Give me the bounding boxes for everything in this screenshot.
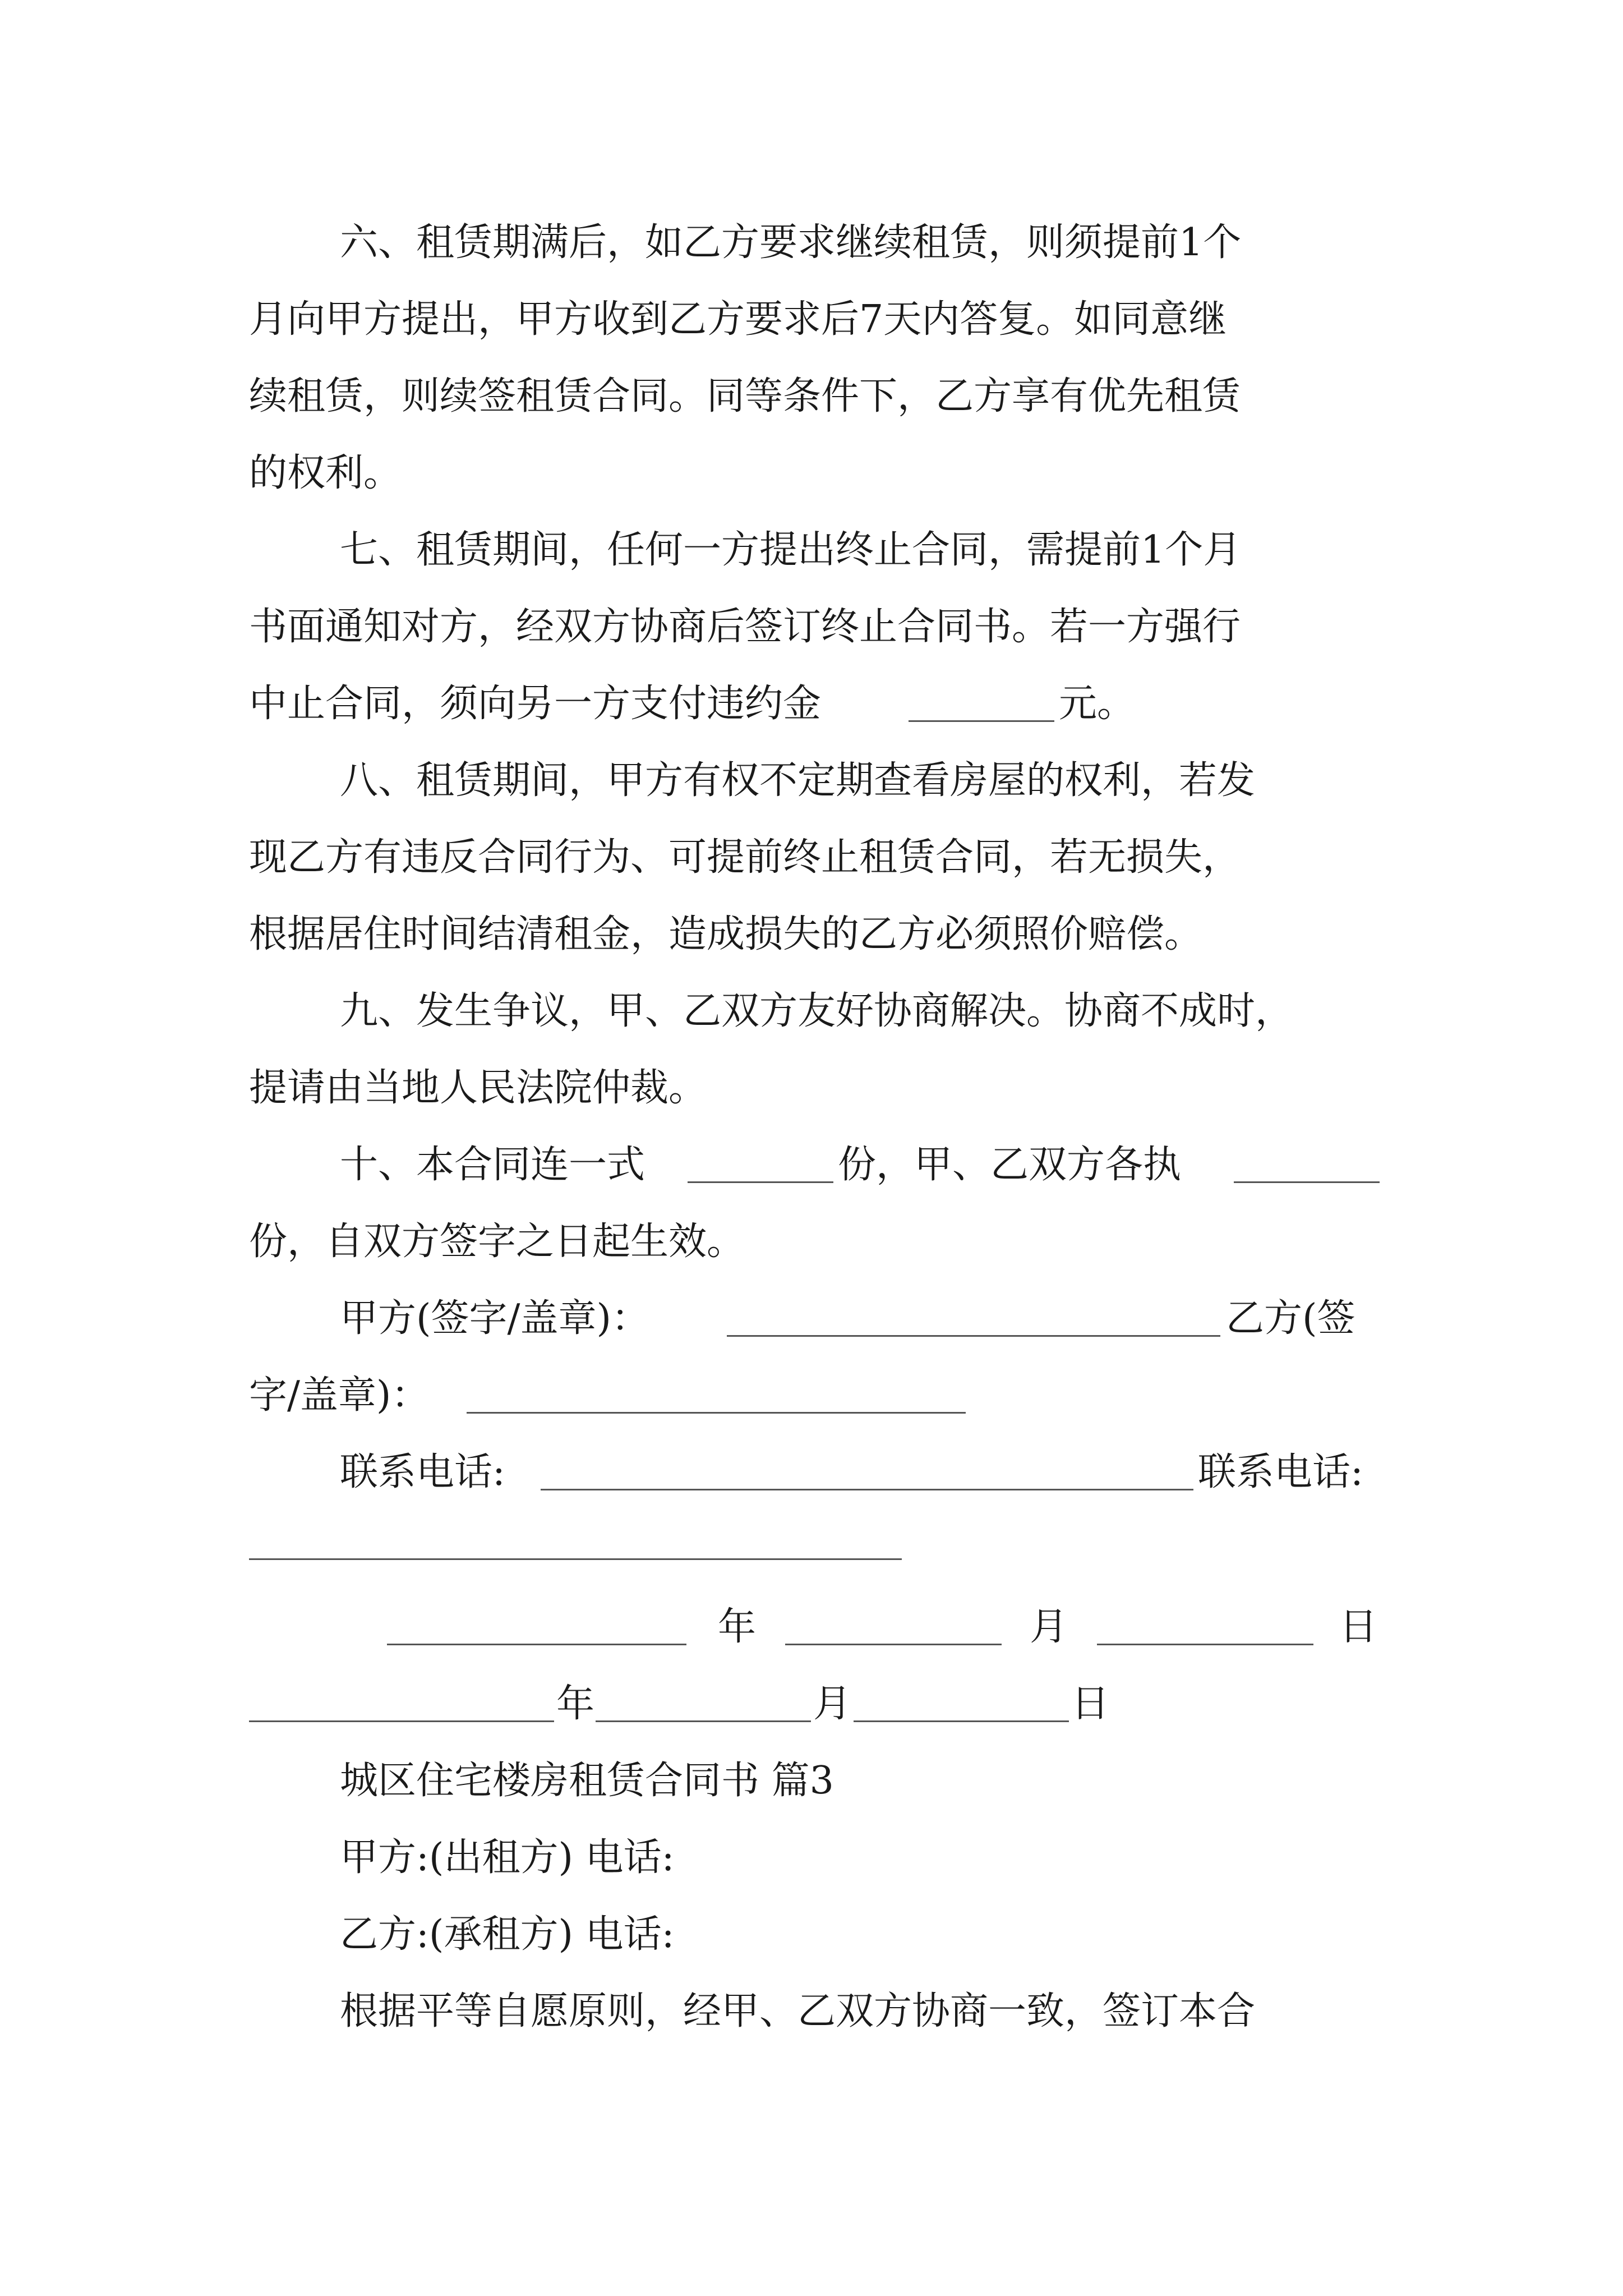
section-3-party-b: 乙方:(承租方) 电话: [340, 1912, 675, 1957]
clause-8-line-1 [0, 756, 1623, 806]
clause-10-line-1 [0, 1140, 1623, 1190]
clause-8-text-2: 现乙方有违反合同行为、可提前终止租赁合同，若无损失， [249, 835, 1241, 880]
party-a-date-day-label: 日 [1339, 1605, 1378, 1649]
clause-6-line-1 [0, 218, 1623, 268]
clause-7-line-2 [0, 602, 1623, 652]
penalty-amount-blank [909, 720, 1054, 722]
party-b-date-month-blank [596, 1720, 811, 1722]
party-b-signature-label-2: 字/盖章)： [249, 1373, 430, 1418]
clause-10-text-1b: 份，甲、乙双方各执 [838, 1143, 1182, 1187]
party-a-signature-label: 甲方(签字/盖章)： [340, 1296, 649, 1341]
section-3-party-b-line [0, 1910, 1623, 1960]
clause-10-text-1a: 十、本合同连一式 [340, 1143, 645, 1187]
phone-line [0, 1447, 1623, 1498]
party-b-phone-blank [249, 1558, 902, 1560]
party-b-date-month-label: 月 [813, 1682, 852, 1726]
clause-10-text-2: 份，自双方签字之日起生效。 [249, 1220, 745, 1264]
clause-9-text-2: 提请由当地人民法院仲裁。 [249, 1066, 707, 1110]
party-a-signature-blank [727, 1335, 1220, 1337]
party-b-date-day-blank [854, 1720, 1069, 1722]
copies-total-blank [688, 1181, 833, 1183]
phone-blank-line [0, 1515, 1623, 1565]
section-3-party-a: 甲方:(出租方) 电话: [340, 1835, 675, 1880]
party-a-date-month-blank [785, 1644, 1002, 1645]
party-a-date-month-label: 月 [1030, 1605, 1068, 1649]
section-3-party-a-line [0, 1833, 1623, 1883]
party-b-date-year-blank [249, 1720, 554, 1722]
clause-6-text-3: 续租赁，则续签租赁合同。同等条件下，乙方享有优先租赁 [249, 374, 1241, 418]
clause-7-text-3b: 元。 [1059, 682, 1136, 726]
clause-7-line-3 [0, 679, 1623, 729]
section-3-intro-line [0, 1986, 1623, 2037]
clause-9-line-1 [0, 986, 1623, 1037]
clause-6-line-3 [0, 371, 1623, 422]
section-3-intro: 根据平等自愿原则，经甲、乙双方协商一致，签订本合 [340, 1989, 1256, 2033]
signature-line-2 [0, 1370, 1623, 1421]
clause-6-text-4: 的权利。 [249, 451, 402, 495]
clause-8-text-1: 八、租赁期间，甲方有权不定期查看房屋的权利，若发 [340, 758, 1256, 803]
party-b-date-year-label: 年 [556, 1682, 595, 1726]
clause-7-text-1: 七、租赁期间，任何一方提出终止合同，需提前1个月 [340, 528, 1242, 572]
clause-8-line-2 [0, 832, 1623, 883]
clause-6-text-1: 六、租赁期满后，如乙方要求继续租赁，则须提前1个 [340, 220, 1242, 265]
party-a-phone-blank [541, 1489, 1193, 1490]
clause-9-text-1: 九、发生争议，甲、乙双方友好协商解决。协商不成时， [340, 989, 1294, 1033]
party-a-date-day-blank [1097, 1644, 1313, 1645]
signature-line-1 [0, 1294, 1623, 1344]
clause-9-line-2 [0, 1063, 1623, 1114]
party-a-date-year-label: 年 [718, 1605, 757, 1649]
party-b-signature-blank [467, 1412, 966, 1414]
copies-each-blank [1234, 1181, 1380, 1183]
clause-10-line-2 [0, 1217, 1623, 1267]
clause-6-line-2 [0, 295, 1623, 345]
party-a-date-year-blank [387, 1644, 686, 1645]
date-line-1 [0, 1602, 1623, 1653]
section-3-heading: 城区住宅楼房租赁合同书 篇3 [340, 1759, 834, 1803]
party-b-phone-label: 联系电话: [1198, 1450, 1363, 1494]
clause-7-text-3a: 中止合同，须向另一方支付违约金 [249, 682, 822, 726]
clause-6-text-2: 月向甲方提出，甲方收到乙方要求后7天内答复。如同意继 [249, 297, 1227, 342]
clause-7-line-1 [0, 525, 1623, 576]
section-3-heading-line [0, 1756, 1623, 1806]
clause-8-text-3: 根据居住时间结清租金，造成损失的乙方必须照价赔偿。 [249, 912, 1203, 956]
date-line-2 [0, 1679, 1623, 1729]
clause-7-text-2: 书面通知对方，经双方协商后签订终止合同书。若一方强行 [249, 605, 1241, 649]
party-b-date-day-label: 日 [1071, 1682, 1110, 1726]
clause-6-line-4 [0, 448, 1623, 499]
party-a-phone-label: 联系电话: [340, 1450, 505, 1494]
party-b-signature-label-1: 乙方(签 [1226, 1296, 1355, 1341]
clause-8-line-3 [0, 909, 1623, 960]
